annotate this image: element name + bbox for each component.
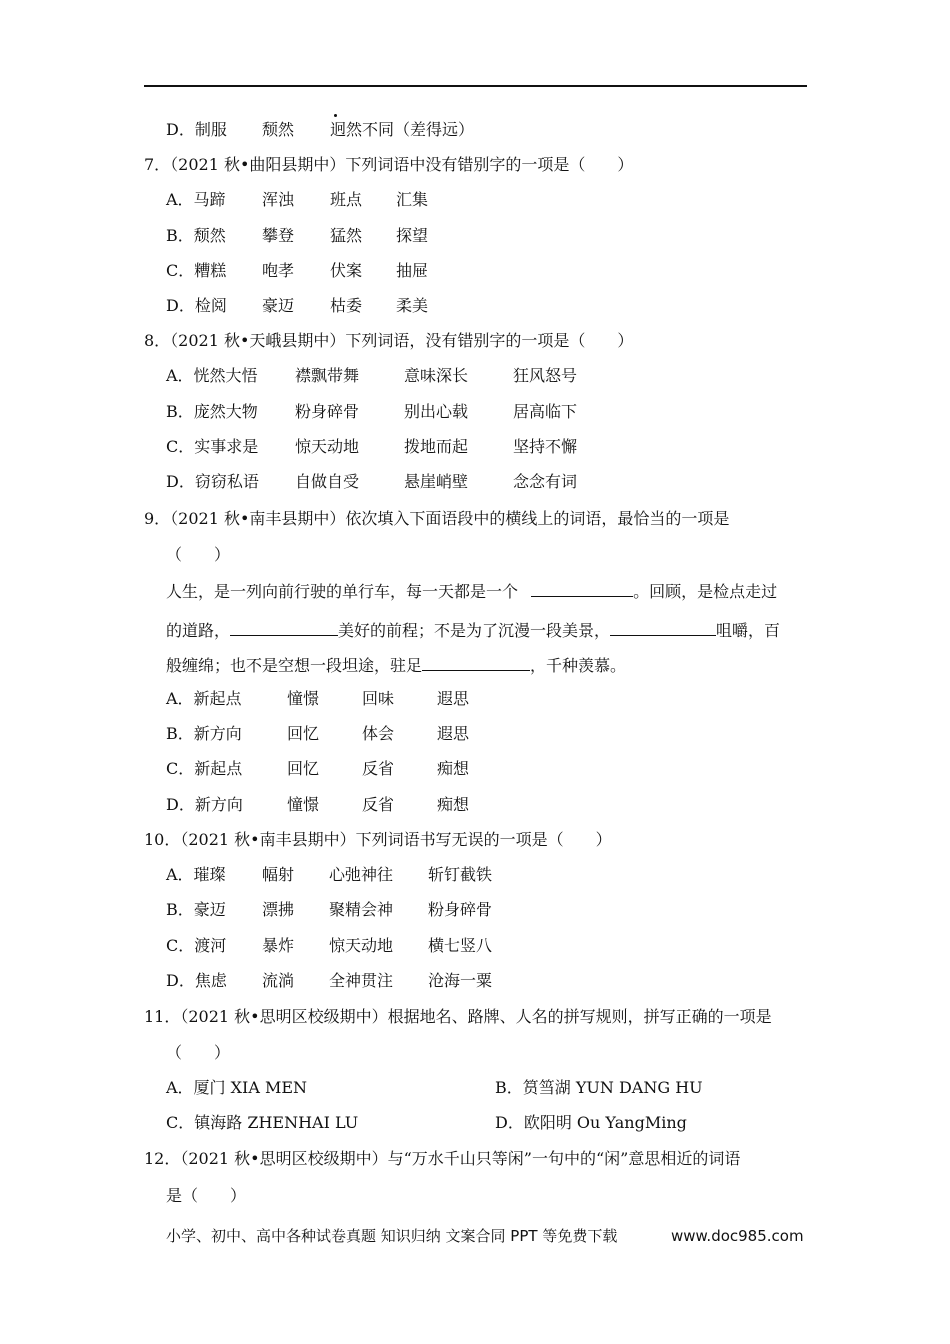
option-word: 粉身碎骨 [428,900,493,919]
option-word: 汇集 [396,190,429,209]
option-word: 幅射 [262,865,295,884]
option-word: 心弛神往 [329,865,394,884]
answer-paren: （ ） [166,1043,231,1062]
option-word: 暴炸 [262,936,295,955]
option-label: C．新起点 [166,759,243,778]
option-word: 反省 [362,759,395,778]
passage-line-2 [166,619,780,641]
option-word: 全神贯注 [329,971,394,990]
option-word: 漂拂 [262,900,295,919]
option-word: 回忆 [287,759,320,778]
question-12-continuation: 是（ ） [166,1186,247,1205]
option-word: 豪迈 [262,296,295,315]
option-label: A．恍然大悟 [166,366,258,385]
passage-text: 美好的前程；不是为了沉漫一段美景， [338,621,611,640]
passage-text: 咀嚼，百 [716,621,781,640]
footer-url[interactable]: www.doc985.com [671,1227,804,1245]
answer-paren: （ ） [166,545,231,564]
option-word: 痴想 [437,759,470,778]
option-word: 咆孝 [262,261,295,280]
option-word: 反省 [362,795,395,814]
option-word: 攀登 [262,226,295,245]
option-label: C．实事求是 [166,437,259,456]
option-word: 悬崖峭壁 [404,472,469,491]
question-12-stem: 12．（2021 秋•思明区校级期中）与“万水千山只等闲”一句中的“闲”意思相近的词语 [144,1149,741,1168]
header-rule [144,85,807,87]
passage-text: 人生，是一列向前行驶的单行车，每一天都是一个 [166,582,519,601]
footer-text: 小学、初中、高中各种试卷真题 知识归纳 文案合同 PPT 等免费下载 [166,1227,618,1245]
option-word: 迥然不同（差得远） [330,120,475,139]
option-label: B．新方向 [166,724,242,743]
passage-line-3 [166,654,626,676]
option-word: 体会 [362,724,395,743]
option-label: A．马蹄 [166,190,226,209]
option-word: 坚持不懈 [513,437,578,456]
passage-line-1 [166,580,777,602]
option-label: A．新起点 [166,689,242,708]
option-word: 猛然 [330,226,363,245]
option-word: 枯委 [330,296,363,315]
option-label: B．豪迈 [166,900,226,919]
option-word: 遐思 [437,724,470,743]
option-word: 居高临下 [513,402,578,421]
option-label: D．制服 [166,120,227,139]
option-word: 别出心载 [404,402,469,421]
option-word: 横七竖八 [428,936,493,955]
option-label: D．窃窃私语 [166,472,259,491]
option-word: 痴想 [437,795,470,814]
option-word: 柔美 [396,296,429,315]
option-label: C．渡河 [166,936,227,955]
option-d: D．欧阳明 Ou YangMing [495,1113,687,1132]
option-word: 惊天动地 [329,936,394,955]
option-word: 班点 [330,190,363,209]
question-11-stem: 11．（2021 秋•思明区校级期中）根据地名、路牌、人名的拼写规则，拼写正确的一项是 [144,1007,772,1026]
question-10-stem: 10．（2021 秋•南丰县期中）下列词语书写无误的一项是（ ） [144,830,612,849]
option-word: 沧海一粟 [428,971,493,990]
option-word: 斩钉截铁 [428,865,493,884]
passage-text: 的道路， [166,621,231,640]
option-word: 浑浊 [262,190,295,209]
option-label: C．糟糕 [166,261,227,280]
option-word: 遐思 [437,689,470,708]
option-word: 自做自受 [295,472,360,491]
option-word: 抽屉 [396,261,429,280]
option-word: 拨地而起 [404,437,469,456]
question-9-stem: 9．（2021 秋•南丰县期中）依次填入下面语段中的横线上的词语，最恰当的一项是 [144,509,730,528]
option-word: 狂风怒号 [513,366,578,385]
option-b: B．筼筜湖 YUN DANG HU [495,1078,703,1097]
option-word: 襟飘带舞 [295,366,360,385]
option-label: D．新方向 [166,795,243,814]
fill-blank [531,580,633,597]
option-word: 回味 [362,689,395,708]
option-word: 伏案 [330,261,363,280]
question-7-stem: 7．（2021 秋•曲阳县期中）下列词语中没有错别字的一项是（ ） [144,155,634,174]
option-word: 回忆 [287,724,320,743]
fill-blank [230,619,338,636]
option-label: B．颓然 [166,226,226,245]
option-word: 聚精会神 [329,900,394,919]
option-word: 意味深长 [404,366,469,385]
passage-text: 。回顾，是检点走过 [633,582,778,601]
question-8-stem: 8．（2021 秋•天峨县期中）下列词语，没有错别字的一项是（ ） [144,331,634,350]
option-label: D．检阅 [166,296,227,315]
option-label: B．庞然大物 [166,402,258,421]
fill-blank [610,619,716,636]
fill-blank [422,654,530,671]
option-a: A．厦门 XIA MEN [166,1078,308,1097]
option-label: A．璀璨 [166,865,226,884]
emphasis-dot [334,114,337,117]
passage-text: ，千种羡慕。 [530,656,627,675]
option-word: 颓然 [262,120,295,139]
option-word: 念念有词 [513,472,578,491]
option-word: 粉身碎骨 [295,402,360,421]
option-word: 探望 [396,226,429,245]
option-c: C．镇海路 ZHENHAI LU [166,1113,359,1132]
passage-text: 般缠绵；也不是空想一段坦途，驻足 [166,656,423,675]
option-word: 憧憬 [287,795,320,814]
option-word: 憧憬 [287,689,320,708]
option-word: 流淌 [262,971,295,990]
option-word: 惊天动地 [295,437,360,456]
option-label: D．焦虑 [166,971,227,990]
